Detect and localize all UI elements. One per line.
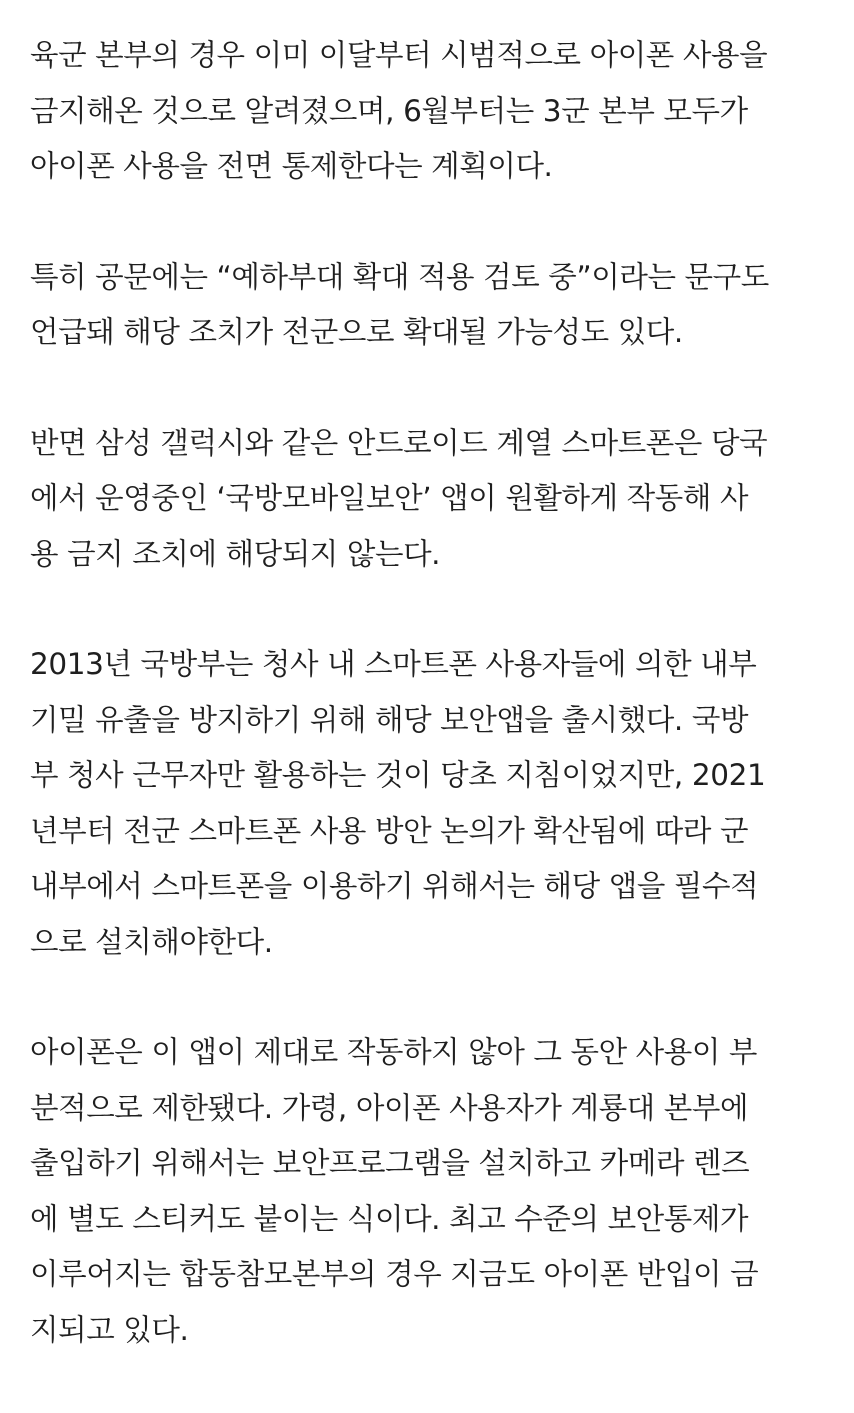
text-line: 에서 운영중인 ‘국방모바일보안’ 앱이 원활하게 작동해 사: [30, 481, 749, 515]
text-line: 금지해온 것으로 알려졌으며, 6월부터는 3군 본부 모두가: [30, 93, 748, 128]
text-line: 반면 삼성 갤럭시와 같은 안드로이드 계열 스마트폰은 당국: [30, 425, 768, 460]
text-line: 년부터 전군 스마트폰 사용 방안 논의가 확산됨에 따라 군: [30, 813, 749, 848]
paragraph-security-app-history: [30, 637, 830, 970]
text-line: 2013년 국방부는 청사 내 스마트폰 사용자들에 의한 내부: [30, 647, 757, 681]
paragraph-army-ban: [30, 28, 830, 195]
paragraph-android-exception: [30, 416, 830, 583]
text-line: 분적으로 제한됐다. 가령, 아이폰 사용자가 계룡대 본부에: [30, 1090, 749, 1125]
paragraph-official-document: [30, 250, 830, 361]
text-line: 아이폰은 이 앱이 제대로 작동하지 않아 그 동안 사용이 부: [30, 1035, 758, 1069]
text-line: 이루어지는 합동참모본부의 경우 지금도 아이폰 반입이 금: [30, 1257, 759, 1291]
text-line: 으로 설치해야한다.: [30, 924, 273, 959]
text-line: 아이폰 사용을 전면 통제한다는 계획이다.: [30, 149, 553, 183]
text-line: 용 금지 조치에 해당되지 않는다.: [30, 536, 441, 571]
article-body: [30, 28, 830, 1413]
text-line: 지되고 있다.: [30, 1312, 189, 1347]
paragraph-iphone-restrictions: [30, 1025, 830, 1358]
text-line: 기밀 유출을 방지하기 위해 해당 보안앱을 출시했다. 국방: [30, 702, 749, 737]
text-line: 부 청사 근무자만 활용하는 것이 당초 지침이었지만, 2021: [30, 758, 766, 792]
text-line: 언급돼 해당 조치가 전군으로 확대될 가능성도 있다.: [30, 315, 683, 349]
text-line: 내부에서 스마트폰을 이용하기 위해서는 해당 앱을 필수적: [30, 869, 759, 903]
text-line: 특히 공문에는 “예하부대 확대 적용 검토 중”이라는 문구도: [30, 259, 769, 294]
text-line: 에 별도 스티커도 붙이는 식이다. 최고 수준의 보안통제가: [30, 1201, 749, 1236]
text-line: 육군 본부의 경우 이미 이달부터 시범적으로 아이폰 사용을: [30, 38, 768, 72]
text-line: 출입하기 위해서는 보안프로그램을 설치하고 카메라 렌즈: [30, 1146, 750, 1180]
